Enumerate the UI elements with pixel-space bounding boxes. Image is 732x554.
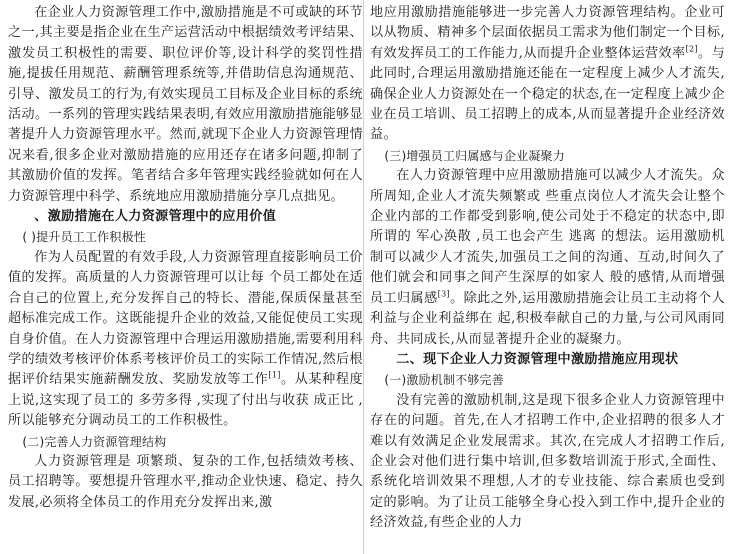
paragraph-text: 作为人员配置的有效手段,人力资源管理直接影响员工价值的发挥。高质量的人力资源管理可以让每 个员工都处在适合自己的位置上,充分发挥自己的特长、潜能,保质保量甚至超标准完成工作。这既能提升企业的效益,又能促使员工实现自身价值。在人力资源管理中合理运用激励措施,需要利用科学的绩效考核评价体系考核评价员工的实际工作情况,然后根据评价结果实施薪酬发放、奖励发放等工作 — [8, 249, 363, 388]
paragraph-hr-structure: 人力资源管理是 项繁琐、复杂的工作,包括绩效考核、员工招聘等。要想提升管理水平,推动企业快速、稳定、持久发展,必须将全体员工的作用充分发挥出来,激 — [8, 453, 363, 510]
paragraph-incentive-mechanism: 没有完善的激励机制,这是现下很多企业人力资源管理中存在的问题。首先,在人才招聘工作中,企业招聘的很多人才难以有效满足企业发展需求。其次,在完成人才招聘工作后,企业会对他们进行集中培训,但多数培训流于形式,全面性、系统化培训效果不理想,人才的专业技能、综合素质也受到 定的影响。为了让员工能够全身心投入到工作中,提升企业的经济效益,有些企业的人力 — [370, 392, 725, 531]
paragraph-continued — [370, 3, 725, 146]
paragraph-text: 。除此之外,运用激励措施会让员工主动将个人利益与企业利益绑在 起,积极奉献自己的力量,与公司风雨同舟、共同成长,从而显著提升企业的凝聚力。 — [370, 290, 726, 347]
section-heading-1: 、激励措施在人力资源管理中的应用价值 — [34, 209, 277, 225]
citation-ref: [2] — [685, 44, 698, 54]
paragraph-work-enthusiasm — [8, 248, 363, 432]
subheading-2-1: (一)激励机制不够完善 — [384, 373, 504, 388]
right-column — [370, 3, 725, 534]
citation-ref: [1] — [268, 370, 281, 380]
left-column — [8, 3, 363, 513]
column-divider — [363, 0, 364, 554]
section-heading-2: 二、现下企业人力资源管理中激励措施应用现状 — [396, 351, 679, 367]
paragraph-belonging — [370, 166, 725, 350]
intro-paragraph: 在企业人力资源管理工作中,激励措施是不可或缺的环节之一,其主要是指企业在生产运营活动中根据绩效考评结果、激发员工积极性的需要、职位评价等,设计科学的奖罚性措施,提拔任用规范、薪酬管理系统等,并借助信息沟通规范、引导、激发员工的行为,有效实现员工目标及企业目标的系统活动。一系列的管理实践结果表明,有效应用激励措施能够显著提升人力资源管理水平。然而,就现下企业人力资源管理情况来看,很多企业对激励措施的应用还存在诸多问题,抑制了其激励价值的发挥。笔者结合多年管理实践经验就如何在人力资源管理中科学、系统地应用激励措施分享几点拙见。 — [8, 5, 363, 204]
paragraph-text: 。与此同时,合理运用激励措施还能在一定程度上减少人才流失,确保企业人力资源处在一个稳定的状态,在一定程度上减少企业在员工培训、员工招聘上的成本,从而显著提升企业经济效益。 — [370, 45, 726, 143]
citation-ref: [3] — [437, 289, 450, 299]
subheading-1-2: (二)完善人力资源管理结构 — [22, 434, 167, 449]
subheading-1-3: (三)增强员工归属感与企业凝聚力 — [384, 148, 565, 163]
paragraph-text: 在人力资源管理中应用激励措施可以减少人才流失。众所周知,企业人才流失频繁或 些重点岗位人才流失会让整个企业内部的工作都受到影响,使公司处于不稳定的状态中,即所谓的 军心涣散 ,员工也会产生 逃离 的想法。运用激励机制可以减少人才流失,加强员工之间的沟通、互动,时间久了他们就会和同事之间产生深厚的如家人 般的感情,从而增强员工归属感 — [370, 168, 725, 306]
paragraph-text: 地应用激励措施能够进一步完善人力资源管理结构。企业可以从物质、精神多个层面依据员工需求为他们制定一个目标,有效发挥员工的工作能力,从而提升企业整体运营效率 — [370, 5, 725, 61]
subheading-1-1: ( )提升员工工作积极性 — [22, 230, 146, 245]
paragraph-text: 。从某种程度上说,这实现了员工的 多劳多得 ,实现了付出与收获 成正比 ,所以能够充分调动员工的工作积极性。 — [8, 372, 363, 429]
